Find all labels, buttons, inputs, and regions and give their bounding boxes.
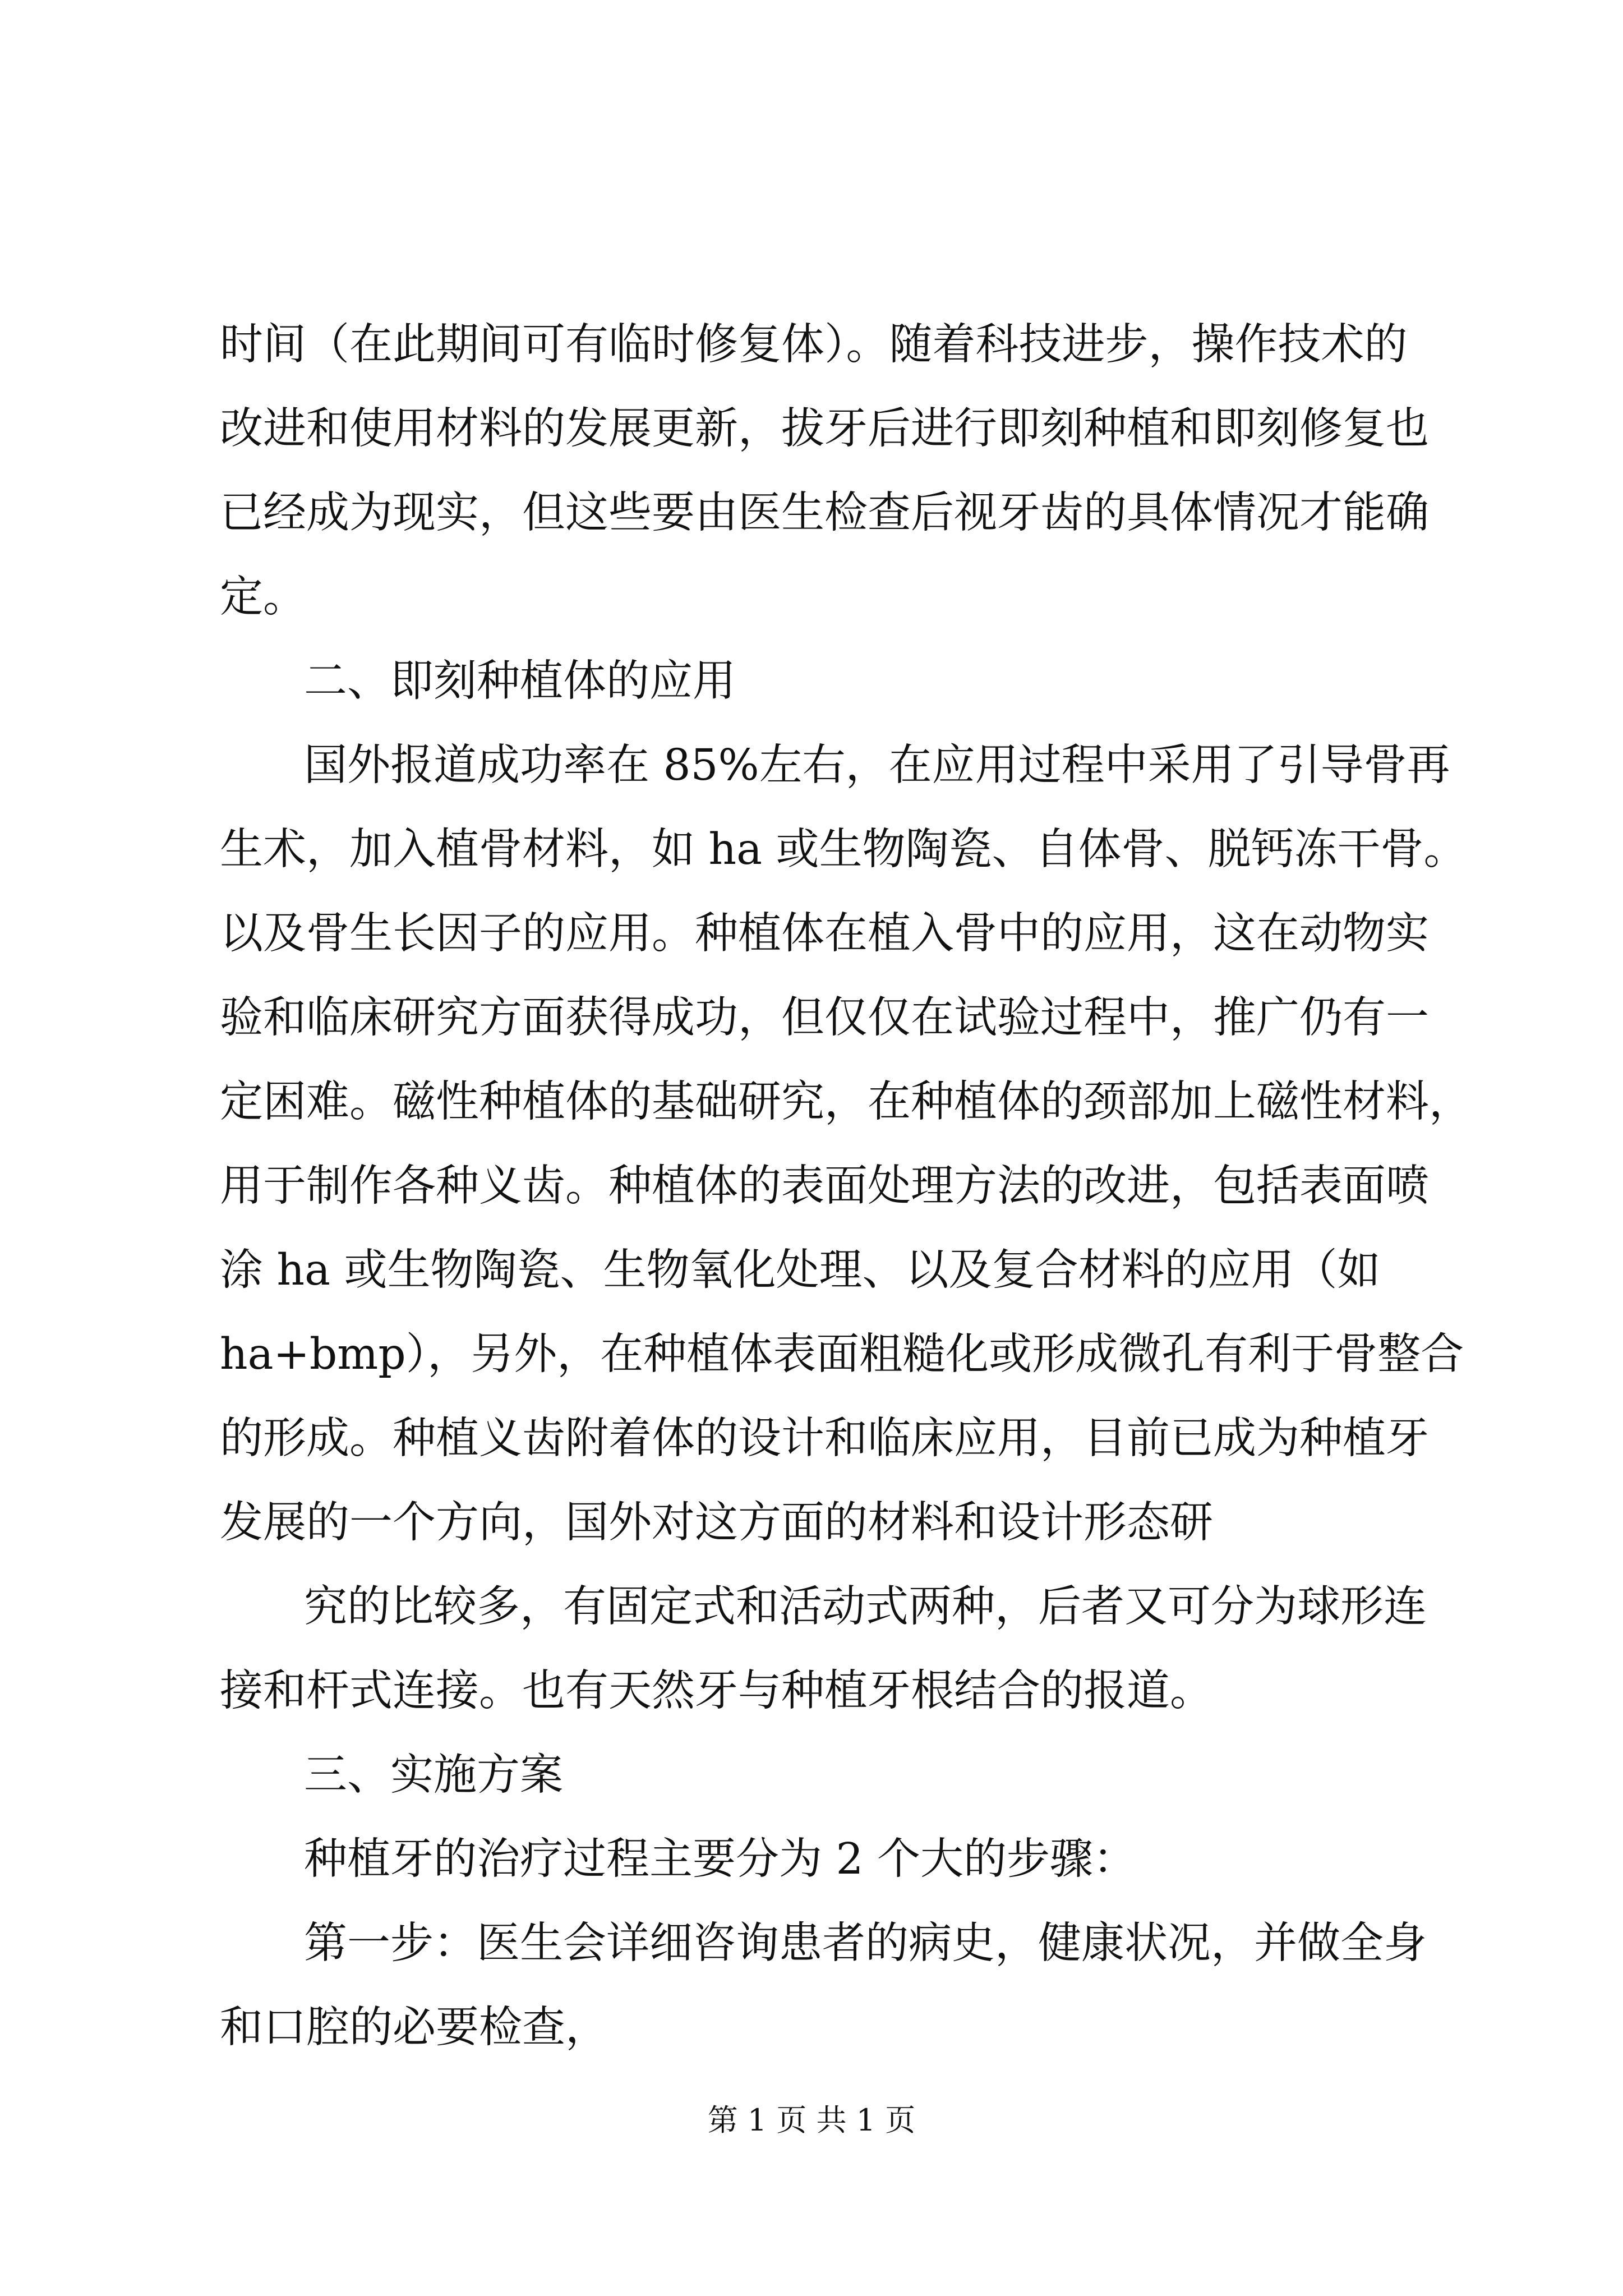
text-line: 定困难。磁性种植体的基础研究，在种植体的颈部加上磁性材料， (220, 1077, 1472, 1127)
text-line: ha+bmp），另外，在种植体表面粗糙化或形成微孔有利于骨整合 (220, 1329, 1464, 1379)
page-number: 第 1 页 共 1 页 (707, 2102, 916, 2138)
text-line: 定。 (220, 572, 306, 622)
text-line: 验和临床研究方面获得成功，但仅仅在试验过程中，推广仍有一 (220, 993, 1429, 1043)
text-line: 究的比较多，有固定式和活动式两种，后者又可分为球形连 (304, 1582, 1427, 1632)
section-heading: 三、实施方案 (304, 1750, 563, 1800)
text-line: 种植牙的治疗过程主要分为 2 个大的步骤： (304, 1834, 1136, 1884)
text-line: 涂 ha 或生物陶瓷、生物氧化处理、以及复合材料的应用（如 (220, 1245, 1381, 1295)
text-line: 生术，加入植骨材料，如 ha 或生物陶瓷、自体骨、脱钙冻干骨。 (220, 825, 1467, 875)
text-line: 和口腔的必要检查， (220, 2003, 608, 2053)
text-line: 已经成为现实，但这些要由医生检查后视牙齿的具体情况才能确 (220, 488, 1429, 538)
text-line: 第一步：医生会详细咨询患者的病史，健康状况，并做全身 (304, 1918, 1427, 1968)
text-line: 接和杆式连接。也有天然牙与种植牙根结合的报道。 (220, 1666, 1213, 1716)
text-line: 发展的一个方向，国外对这方面的材料和设计形态研 (220, 1498, 1213, 1548)
text-line: 以及骨生长因子的应用。种植体在植入骨中的应用，这在动物实 (220, 909, 1429, 959)
page-footer (0, 2098, 1623, 2143)
text-line: 的形成。种植义齿附着体的设计和临床应用，目前已成为种植牙 (220, 1414, 1429, 1464)
text-line: 改进和使用材料的发展更新，拔牙后进行即刻种植和即刻修复也 (220, 404, 1429, 454)
text-line: 时间（在此期间可有临时修复体）。随着科技进步，操作技术的 (220, 320, 1408, 370)
text-line: 用于制作各种义齿。种植体的表面处理方法的改进，包括表面喷 (220, 1161, 1429, 1211)
text-line: 国外报道成功率在 85%左右，在应用过程中采用了引导骨再 (304, 740, 1450, 790)
section-heading: 二、即刻种植体的应用 (304, 656, 736, 706)
